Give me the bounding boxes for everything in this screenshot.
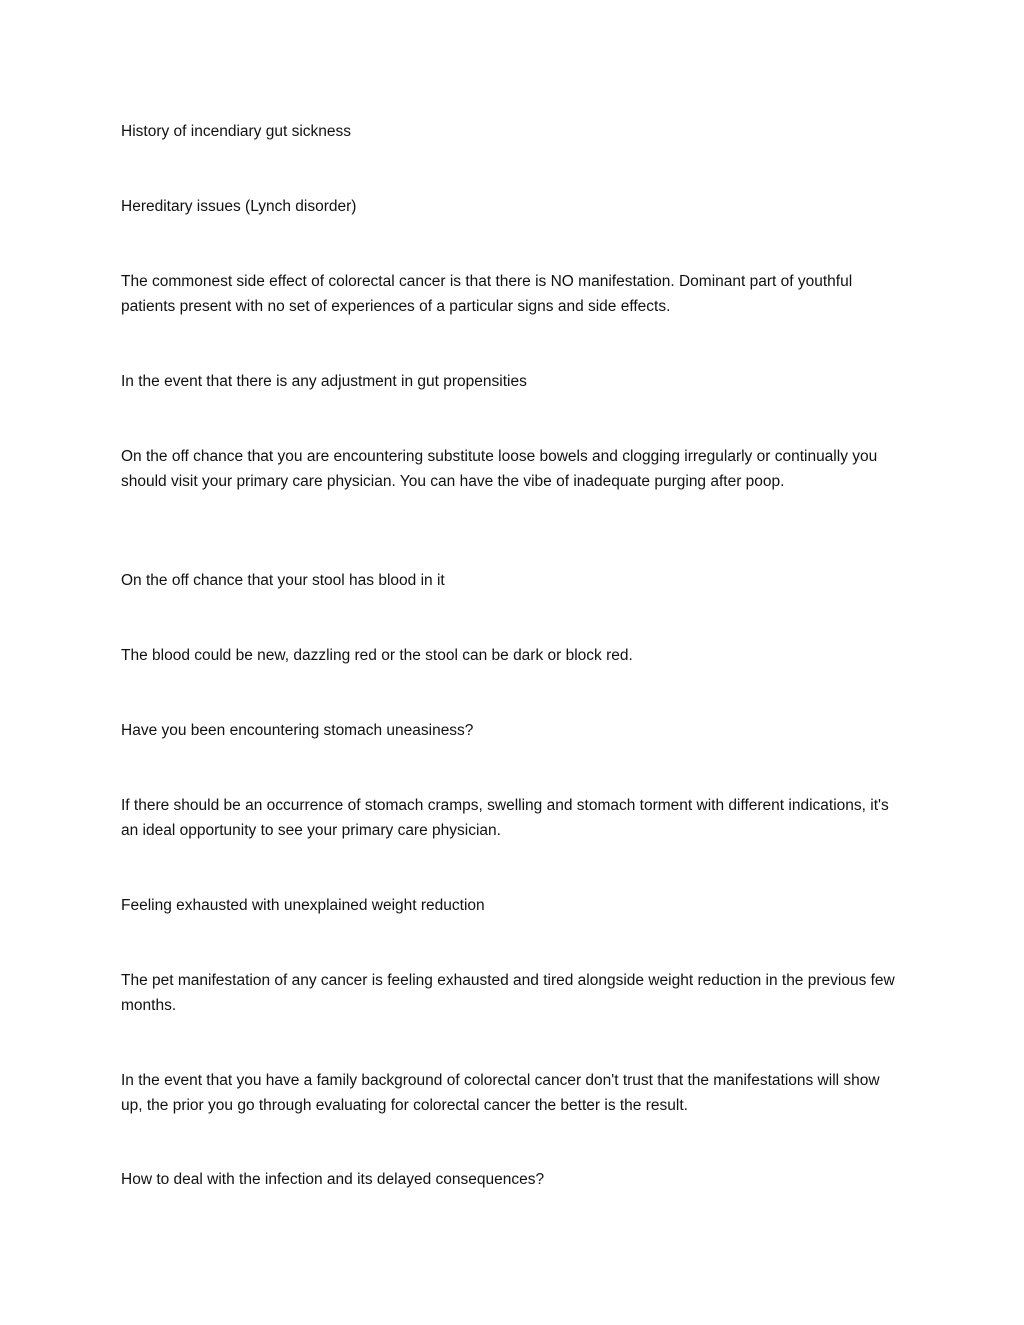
paragraph-ibd-history: History of incendiary gut sickness (121, 123, 352, 140)
paragraph-blood-details: The blood could be new, dazzling red or the stool can be dark or block red. (121, 647, 633, 664)
paragraph-bowel-details: On the off chance that you are encountering substitute loose bowels and clogging irregularly or continually you should visit your primary care physician. You can have the vibe of inadequate purging after poop. (121, 448, 878, 490)
paragraph-no-symptoms: The commonest side effect of colorectal cancer is that there is NO manifestation. Dominant part of youthful patients present with no set of experiences of a particular signs and side effects. (121, 273, 853, 315)
paragraph-hereditary: Hereditary issues (Lynch disorder) (121, 198, 357, 215)
paragraph-exhaustion-details: The pet manifestation of any cancer is feeling exhausted and tired alongside weight reduction in the previous few months. (121, 972, 895, 1014)
paragraph-stomach-uneasiness: Have you been encountering stomach uneasiness? (121, 722, 474, 739)
paragraph-blood-in-stool: On the off chance that your stool has blood in it (121, 572, 445, 589)
paragraph-deal-with-infection: How to deal with the infection and its delayed consequences? (121, 1171, 545, 1188)
paragraph-exhaustion: Feeling exhausted with unexplained weight reduction (121, 897, 485, 914)
paragraph-bowel-habits: In the event that there is any adjustment in gut propensities (121, 373, 527, 390)
paragraph-family-history: In the event that you have a family background of colorectal cancer don't trust that the manifestations will show up, the prior you go through evaluating for colorectal cancer the better is the result. (121, 1072, 880, 1114)
paragraph-stomach-details: If there should be an occurrence of stomach cramps, swelling and stomach torment with different indications, it's an ideal opportunity to see your primary care physician. (121, 797, 889, 839)
